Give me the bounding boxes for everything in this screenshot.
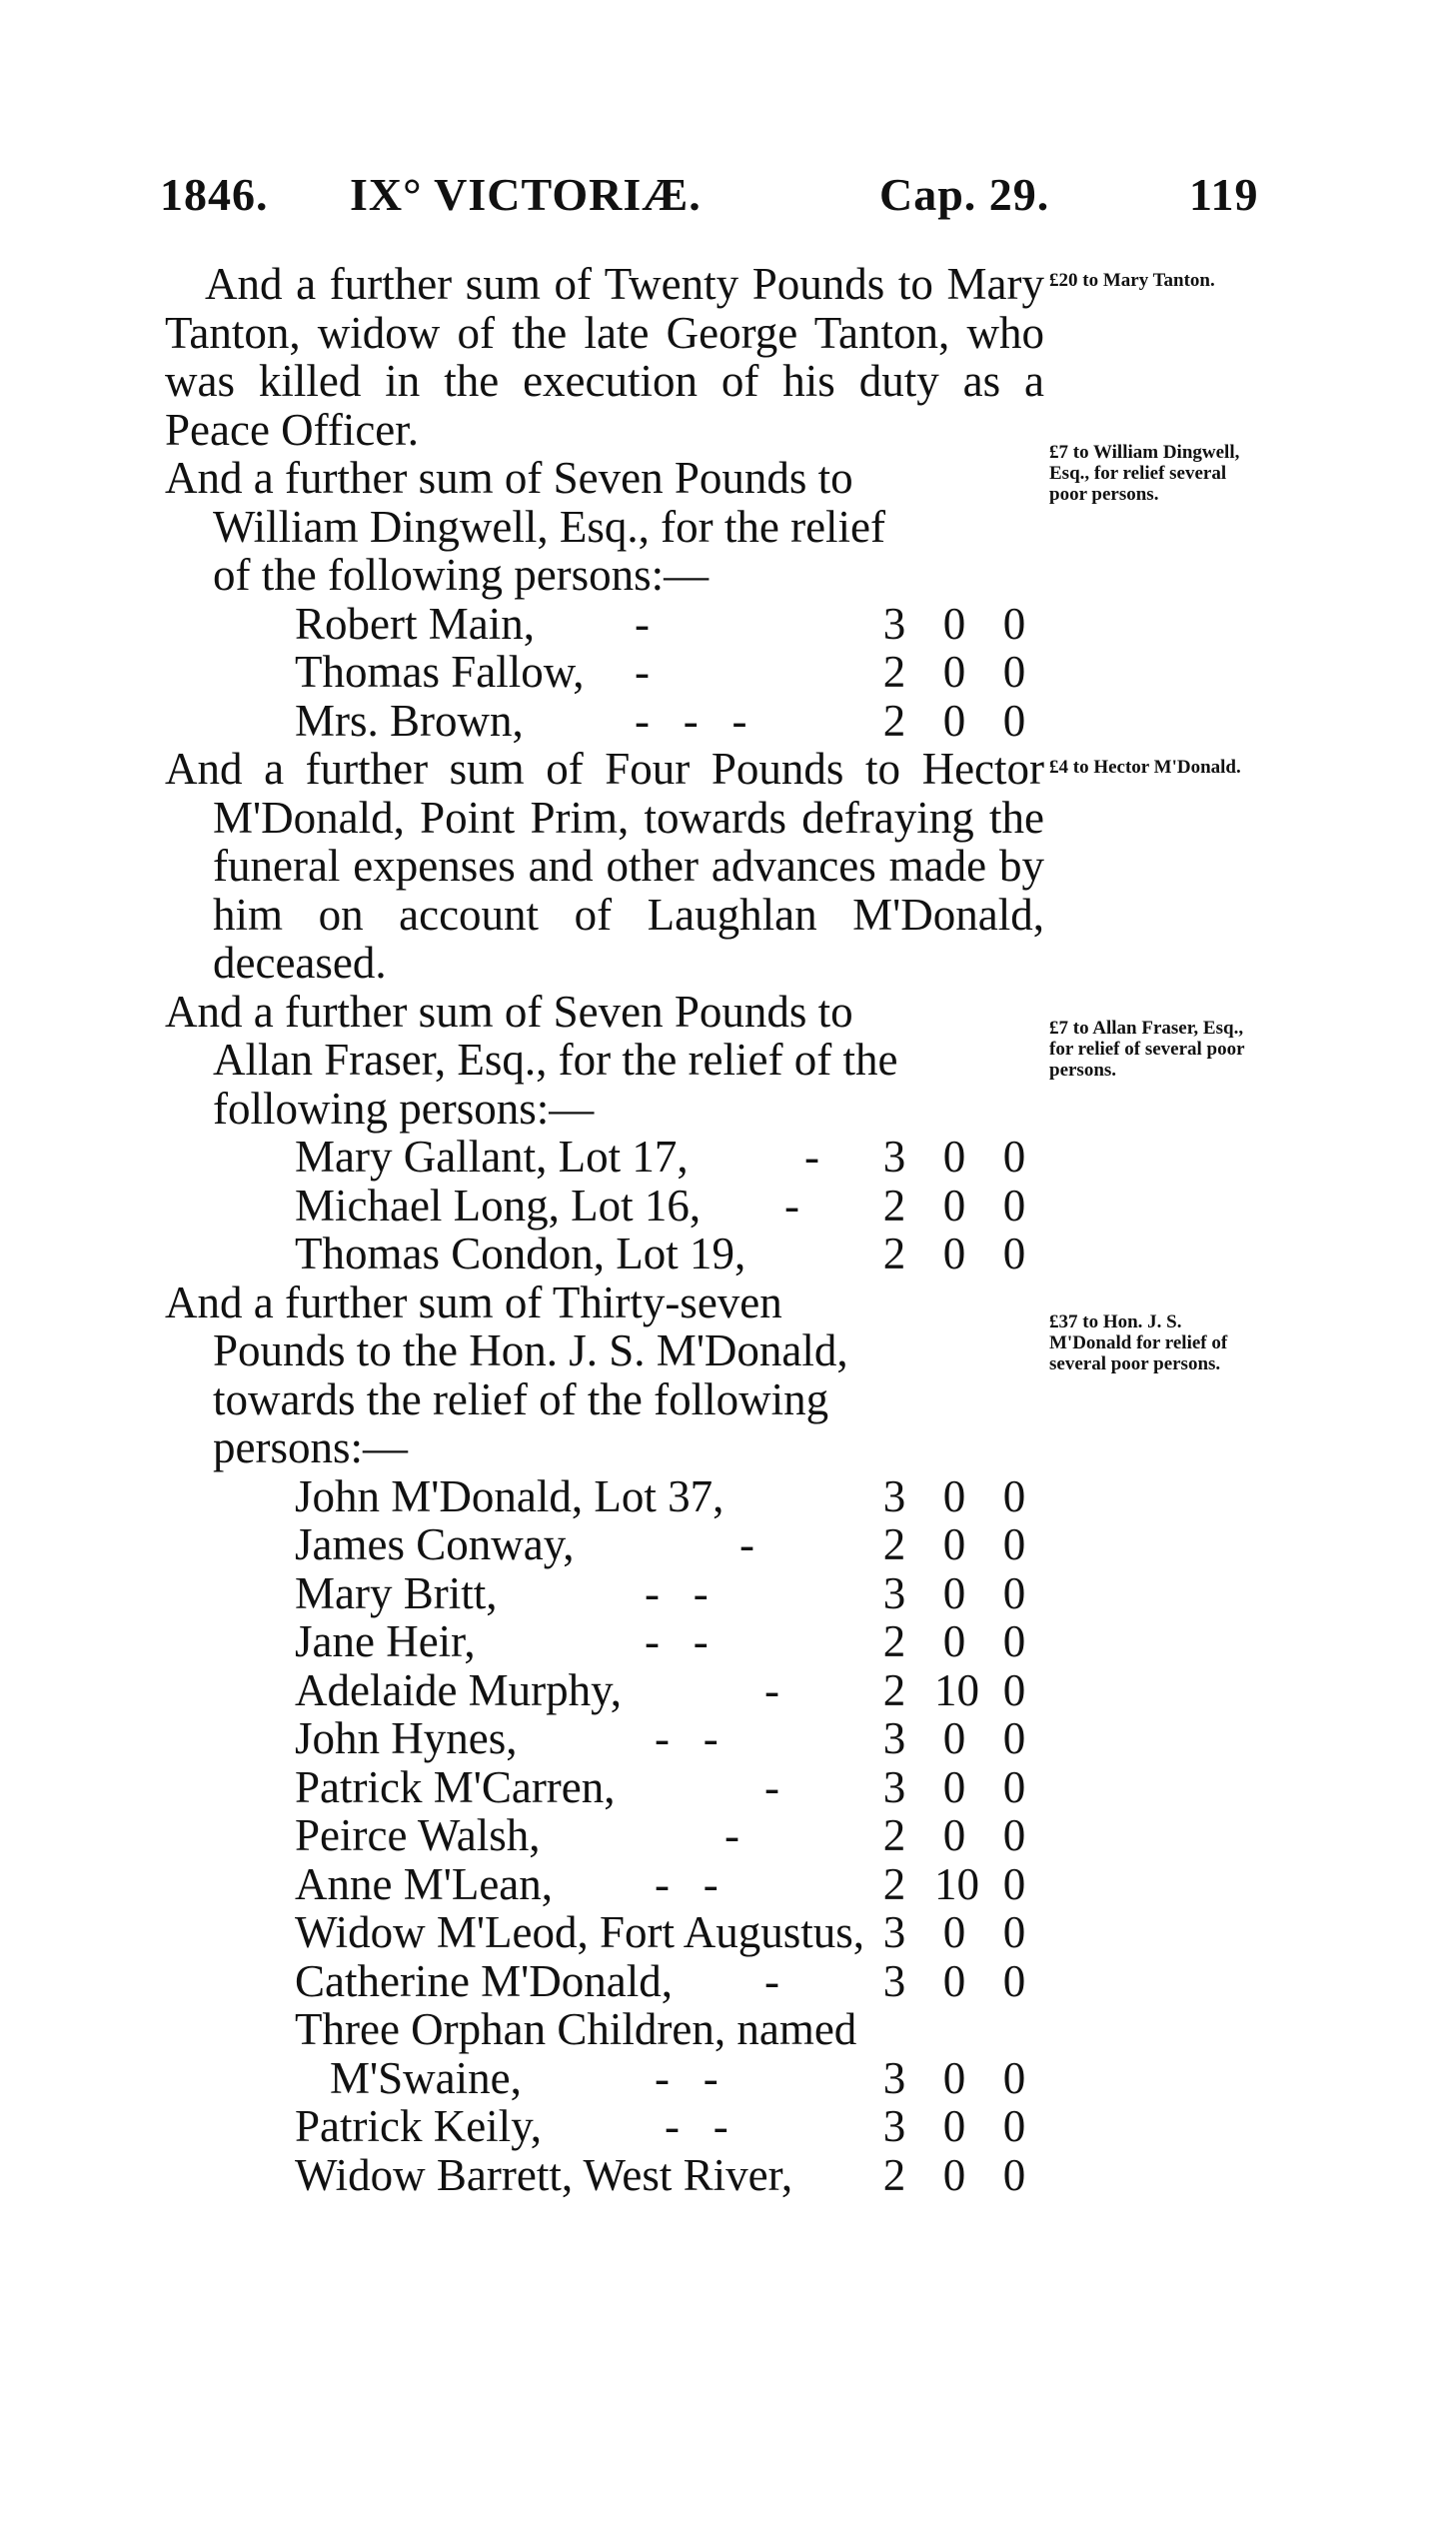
recipient-name: Patrick M'Carren, [295, 1761, 616, 1812]
amount-pounds: 3 [882, 1470, 906, 1521]
recipient-name: Thomas Fallow, [295, 647, 585, 697]
recipient-name: Catherine M'Donald, [295, 1955, 674, 2006]
list-item [165, 1763, 1044, 1812]
page-header [160, 168, 1259, 228]
amount-pence: 0 [1002, 695, 1026, 746]
recipient-list-hon-js-mdonald [165, 1472, 1044, 2200]
leader-dash: - - [655, 1858, 719, 1909]
recipient-name: Michael Long, Lot 16, [295, 1180, 702, 1231]
amount-shillings: 0 [942, 1470, 966, 1521]
recipient-name: M'Swaine, [330, 2052, 522, 2103]
amount-pounds: 3 [882, 1907, 906, 1957]
leader-dash: - - [645, 1567, 709, 1618]
amount-shillings: 0 [942, 1761, 966, 1812]
amount-shillings: 0 [942, 1180, 966, 1231]
amount-pounds: 3 [882, 2052, 906, 2103]
list-item [165, 2005, 1044, 2054]
list-item [165, 1811, 1044, 1860]
recipient-name: Mrs. Brown, [295, 695, 524, 746]
amount-pence: 0 [1002, 1713, 1026, 1763]
amount-pence: 0 [1002, 1180, 1026, 1231]
recipient-name: John Hynes, [295, 1713, 518, 1763]
list-item [165, 1714, 1044, 1763]
recipient-name: Peirce Walsh, [295, 1810, 541, 1860]
body-text [165, 260, 1044, 2199]
leader-dash: - [635, 647, 650, 697]
list-item [165, 1133, 1044, 1182]
recipient-name: Widow Barrett, West River, [295, 2149, 793, 2200]
amount-pence: 0 [1002, 1664, 1026, 1715]
list-item [165, 2151, 1044, 2200]
amount-shillings: 0 [942, 2052, 966, 2103]
list-item [165, 1520, 1044, 1569]
amount-pence: 0 [1002, 2149, 1026, 2200]
amount-shillings: 0 [942, 1955, 966, 2006]
amount-pounds: 2 [882, 1229, 906, 1278]
amount-pounds: 3 [882, 1955, 906, 2006]
amount-pounds: 2 [882, 1858, 906, 1909]
list-item [165, 648, 1044, 697]
amount-pounds: 2 [882, 1616, 906, 1666]
amount-pounds: 3 [882, 1132, 906, 1182]
amount-pence: 0 [1002, 1519, 1026, 1569]
amount-pence: 0 [1002, 1567, 1026, 1618]
amount-shillings: 0 [942, 2101, 966, 2151]
amount-pounds: 3 [882, 1713, 906, 1763]
page-number: 119 [1189, 169, 1259, 220]
amount-pounds: 3 [882, 1567, 906, 1618]
recipient-name: Three Orphan Children, named [295, 2004, 857, 2054]
recipient-name: Widow M'Leod, Fort Augustus, [295, 1907, 865, 1957]
amount-pence: 0 [1002, 1616, 1026, 1666]
amount-shillings: 0 [942, 1567, 966, 1618]
list-item [165, 1230, 1044, 1278]
amount-pence: 0 [1002, 2101, 1026, 2151]
amount-pounds: 2 [882, 1810, 906, 1860]
recipient-name: Adelaide Murphy, [295, 1664, 622, 1715]
list-item [165, 600, 1044, 649]
amount-shillings: 10 [934, 1858, 979, 1909]
grant-paragraph-mary-tanton: And a further sum of Twenty Pounds to Mary Tanton, widow of the late George Tanton, who was killed in the execution of his duty as a Peace Officer. [165, 259, 1044, 455]
grant-paragraph-allan-fraser: And a further sum of Seven Pounds to Allan Fraser, Esq., for the relief of the following persons:— [165, 986, 898, 1134]
list-item [165, 1908, 1044, 1957]
amount-pounds: 3 [882, 1761, 906, 1812]
list-item [165, 1182, 1044, 1231]
list-item [165, 1617, 1044, 1666]
amount-pence: 0 [1002, 2052, 1026, 2103]
amount-pence: 0 [1002, 647, 1026, 697]
margin-note-hon-js-mdonald: £37 to Hon. J. S. M'Donald for relief of several poor persons. [1049, 1311, 1228, 1374]
leader-dash: - - [645, 1616, 709, 1666]
leader-dash: - - - [635, 695, 747, 746]
recipient-name: Robert Main, [295, 598, 535, 649]
amount-pounds: 2 [882, 695, 906, 746]
amount-pence: 0 [1002, 598, 1026, 649]
list-item [165, 2054, 1044, 2103]
amount-shillings: 0 [942, 1229, 966, 1278]
recipient-list-dingwell [165, 600, 1044, 746]
recipient-name: Anne M'Lean, [295, 1858, 554, 1909]
amount-shillings: 0 [942, 598, 966, 649]
recipient-list-fraser [165, 1133, 1044, 1278]
margin-note-allan-fraser: £7 to Allan Fraser, Esq., for relief of several poor persons. [1049, 1018, 1245, 1081]
amount-pence: 0 [1002, 1955, 1026, 2006]
header-title: IX° VICTORIÆ. [350, 169, 702, 220]
leader-dash: - [764, 1664, 779, 1715]
margin-note-mary-tanton: £20 to Mary Tanton. [1049, 270, 1215, 291]
amount-shillings: 0 [942, 1713, 966, 1763]
header-chapter: Cap. 29. [879, 169, 1050, 220]
recipient-name: Mary Gallant, Lot 17, [295, 1132, 689, 1182]
leader-dash: - [739, 1519, 754, 1569]
amount-pounds: 2 [882, 1664, 906, 1715]
list-item [165, 1860, 1044, 1909]
amount-shillings: 0 [942, 1810, 966, 1860]
amount-shillings: 0 [942, 1519, 966, 1569]
amount-pounds: 3 [882, 2101, 906, 2151]
amount-pounds: 3 [882, 598, 906, 649]
recipient-name: Jane Heir, [295, 1616, 476, 1666]
leader-dash: - [804, 1132, 819, 1182]
recipient-name: Mary Britt, [295, 1567, 498, 1618]
leader-dash: - [725, 1810, 739, 1860]
amount-pence: 0 [1002, 1229, 1026, 1278]
amount-shillings: 0 [942, 2149, 966, 2200]
amount-shillings: 0 [942, 647, 966, 697]
amount-shillings: 10 [934, 1664, 979, 1715]
leader-dash: - [784, 1180, 799, 1231]
amount-shillings: 0 [942, 1616, 966, 1666]
amount-shillings: 0 [942, 695, 966, 746]
recipient-name: Thomas Condon, Lot 19, [295, 1229, 746, 1278]
amount-pence: 0 [1002, 1858, 1026, 1909]
amount-pounds: 2 [882, 647, 906, 697]
recipient-name: John M'Donald, Lot 37, [295, 1470, 725, 1521]
leader-dash: - [764, 1955, 779, 2006]
margin-note-hector-mdonald: £4 to Hector M'Donald. [1049, 757, 1241, 778]
list-item [165, 697, 1044, 746]
list-item [165, 1569, 1044, 1618]
amount-pence: 0 [1002, 1470, 1026, 1521]
amount-pounds: 2 [882, 1180, 906, 1231]
amount-shillings: 0 [942, 1132, 966, 1182]
grant-paragraph-william-dingwell: And a further sum of Seven Pounds to William Dingwell, Esq., for the relief of the following persons:— [165, 453, 886, 600]
leader-dash: - - [665, 2101, 728, 2151]
margin-note-william-dingwell: £7 to William Dingwell, Esq., for relief several poor persons. [1049, 442, 1240, 505]
leader-dash: - - [655, 1713, 719, 1763]
amount-shillings: 0 [942, 1907, 966, 1957]
list-item [165, 1666, 1044, 1715]
grant-paragraph-hon-js-mdonald: And a further sum of Thirty-seven Pounds to the Hon. J. S. M'Donald, towards the relief of the following persons:— [165, 1276, 848, 1472]
leader-dash: - [635, 598, 650, 649]
list-item [165, 1472, 1044, 1521]
header-year: 1846. [160, 169, 269, 220]
amount-pence: 0 [1002, 1907, 1026, 1957]
recipient-name: James Conway, [295, 1519, 575, 1569]
leader-dash: - [764, 1761, 779, 1812]
amount-pence: 0 [1002, 1810, 1026, 1860]
grant-paragraph-hector-mdonald: And a further sum of Four Pounds to Hector M'Donald, Point Prim, towards defraying the funeral expenses and other advances made by him on account of Laughlan M'Donald, deceased. [165, 744, 1044, 988]
amount-pounds: 2 [882, 1519, 906, 1569]
amount-pounds: 2 [882, 2149, 906, 2200]
amount-pence: 0 [1002, 1761, 1026, 1812]
list-item [165, 1957, 1044, 2006]
leader-dash: - - [655, 2052, 719, 2103]
amount-pence: 0 [1002, 1132, 1026, 1182]
recipient-name: Patrick Keily, [295, 2101, 543, 2151]
list-item [165, 2102, 1044, 2151]
